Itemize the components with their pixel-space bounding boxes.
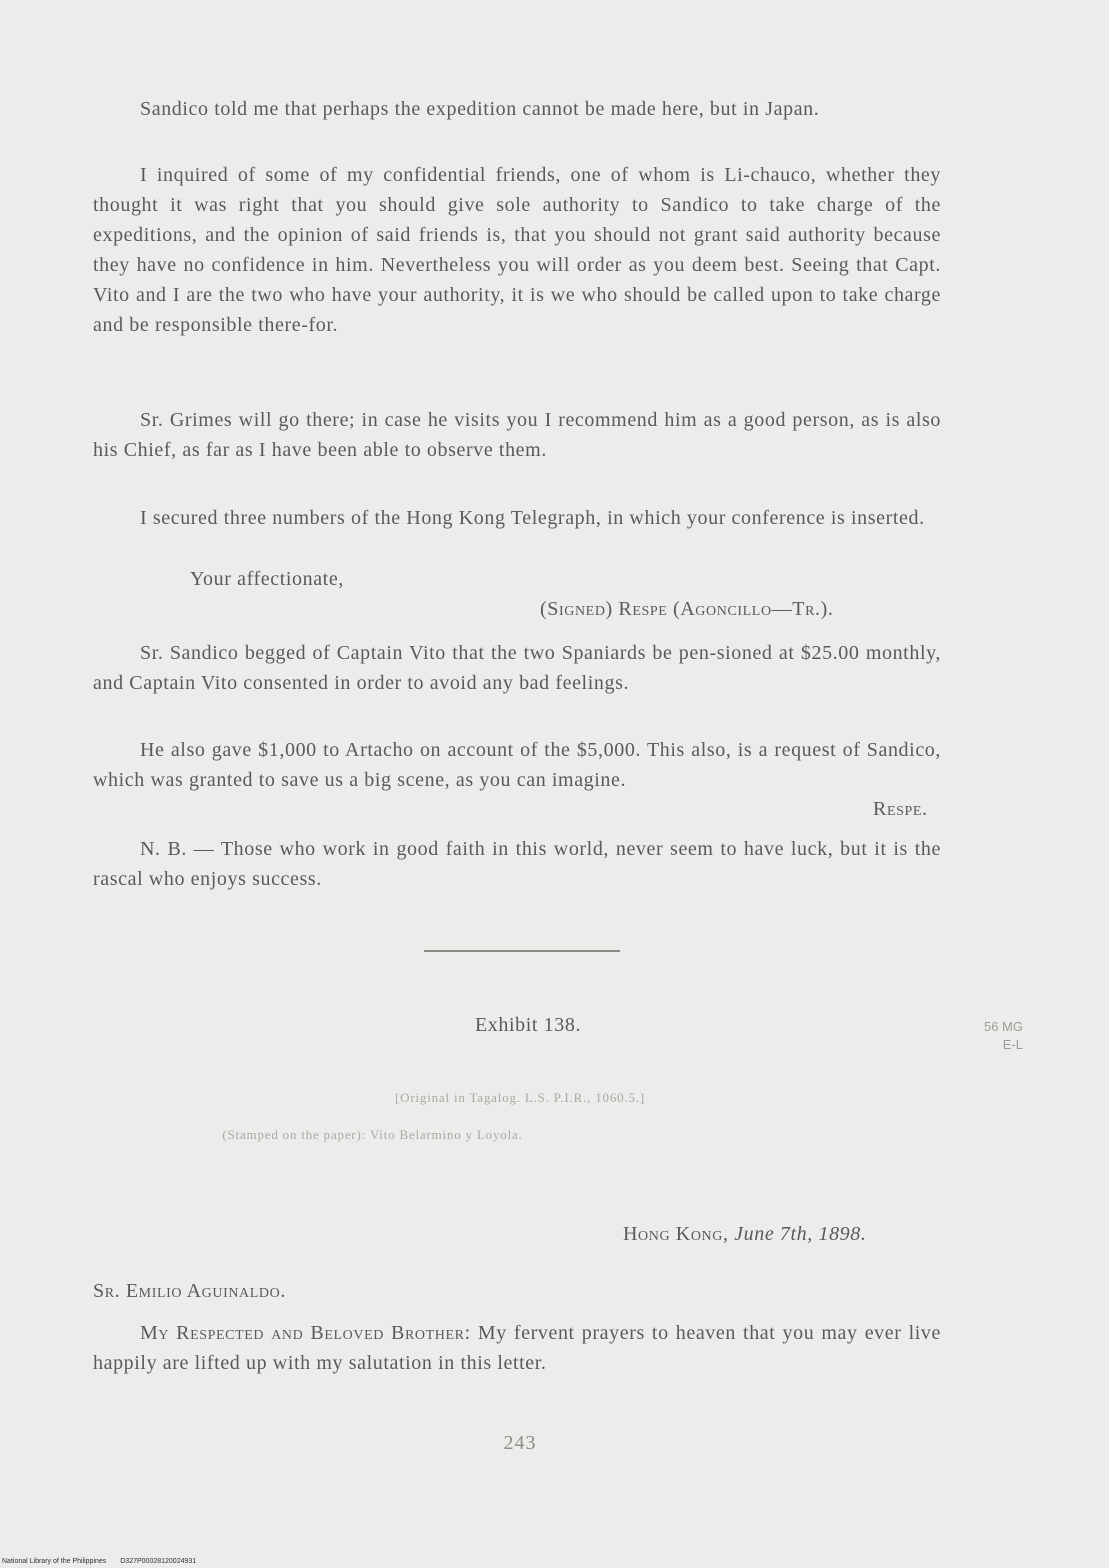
original-note: [Original in Tagalog. L.S. P.I.R., 1060.5.]	[395, 1090, 645, 1105]
addressee: Sr. Emilio Aguinaldo.	[93, 1280, 286, 1302]
margin-annotation-line1: 56 MG	[983, 1019, 1023, 1034]
paragraph-grimes: Sr. Grimes will go there; in case he visits you I recommend him as a good person, as is also his Chief, as far as I have been able to observe them.	[93, 409, 941, 461]
footer-library: National Library of the Philippines	[2, 1558, 107, 1565]
paragraph-telegraph: I secured three numbers of the Hong Kong Telegraph, in which your conference is inserted.	[140, 507, 925, 529]
dateline-date: June 7th, 1898.	[734, 1223, 867, 1245]
page-number: 243	[503, 1432, 537, 1454]
exhibit-title: Exhibit 138.	[474, 1014, 582, 1036]
letter-paragraph-text: My fervent prayers to heaven that you may ever live happily are lifted up with my salutation in this letter.	[93, 1322, 941, 1374]
margin-annotation	[963, 1018, 1023, 1054]
paragraph-artacho-text: He also gave $1,000 to Artacho on account of the $5,000. This also, is a request of Sandico, which was granted to save us a big scene, as you can imagine.	[93, 739, 941, 791]
dateline-place: Hong Kong,	[623, 1223, 729, 1245]
signed-respe: (Signed) Respe (Agoncillo—Tr.).	[540, 598, 834, 620]
letter-salutation-paragraph	[93, 1318, 941, 1378]
paragraph-artacho	[93, 735, 941, 795]
salutation: My Respected and Beloved Brother:	[140, 1322, 471, 1344]
stamp-note: (Stamped on the paper): Vito Belarmino y Loyola.	[222, 1127, 523, 1142]
footer-credit	[2, 1558, 208, 1565]
paragraph-spaniards-pension: Sr. Sandico begged of Captain Vito that the two Spaniards be pen-sioned at $25.00 monthly, and Captain Vito consented in order to avoid any bad feelings.	[93, 642, 941, 694]
margin-annotation-line2: E-L	[1002, 1037, 1023, 1052]
dateline	[623, 1223, 866, 1246]
paragraph-sandico-japan: Sandico told me that perhaps the expedition cannot be made here, but in Japan.	[140, 98, 820, 120]
footer-code: D327P00028120024931	[120, 1558, 197, 1565]
paragraph-nota-bene: N. B. — Those who work in good faith in this world, never seem to have luck, but it is the rascal who enjoys success.	[93, 838, 941, 890]
closing-affectionate: Your affectionate,	[190, 568, 344, 590]
paragraph-confidential-friends: I inquired of some of my confidential friends, one of whom is Li-chauco, whether they thought it was right that you should give sole authority to Sandico to take charge of the expeditions, and the opinion of said friends is, that you should not grant said authority because they have no confidence in him. Nevertheless you will order as you deem best. Seeing that Capt. Vito and I are the two who have your authority, it is we who should be called upon to take charge and be responsible there-for.	[93, 164, 941, 336]
signature-respe: Respe.	[873, 798, 928, 820]
section-divider	[424, 950, 620, 952]
